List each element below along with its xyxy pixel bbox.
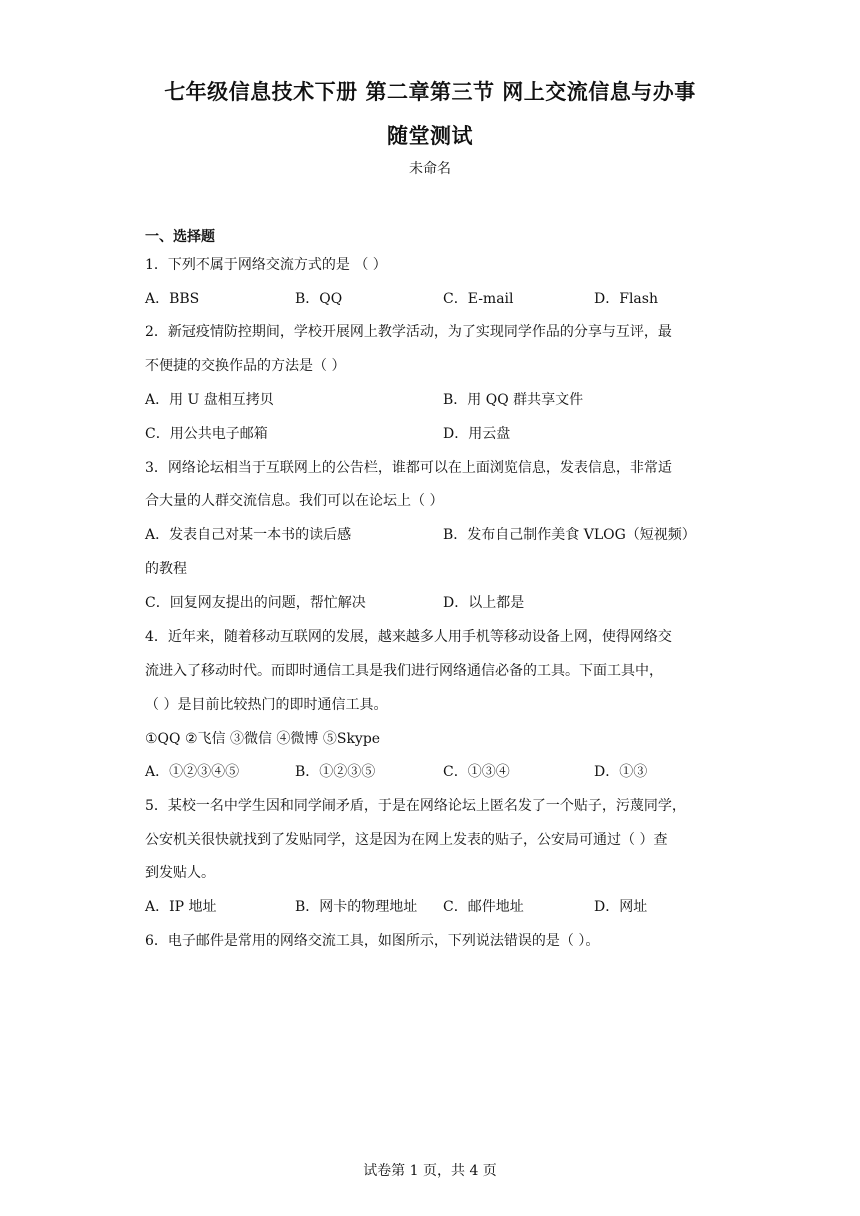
q3-option-d: D．以上都是 [443, 595, 525, 611]
q4-option-b: B．①②③⑤ [295, 764, 376, 780]
q4-option-d: D．①③ [594, 764, 648, 780]
q5-option-c: C．邮件地址 [443, 899, 524, 915]
q5-option-b: B．网卡的物理地址 [295, 899, 418, 915]
question-5-stem-line-3: 到发贴人。 [145, 865, 215, 881]
q1-option-a: A．BBS [145, 291, 200, 307]
page-footer: 试卷第 1 页，共 4 页 [363, 1163, 497, 1179]
q2-option-b: B．用 QQ 群共享文件 [443, 392, 584, 408]
question-5-stem-line-2: 公安机关很快就找到了发贴同学，这是因为在网上发表的贴子，公安局可通过（ ）查 [145, 832, 668, 848]
q1-option-c: C．E-mail [443, 291, 514, 307]
q2-option-d: D．用云盘 [443, 426, 511, 442]
title-line-2: 随堂测试 [387, 124, 473, 148]
title-line-1: 七年级信息技术下册 第二章第三节 网上交流信息与办事 [164, 80, 696, 104]
question-5-stem-line-1: 5．某校一名中学生因和同学闹矛盾，于是在网络论坛上匿名发了一个贴子，污蔑同学， [145, 798, 686, 814]
q5-option-a: A．IP 地址 [145, 899, 217, 915]
q3-option-a: A．发表自己对某一本书的读后感 [145, 527, 352, 543]
q1-option-d: D．Flash [594, 291, 658, 307]
q1-option-b: B．QQ [295, 291, 343, 307]
question-3-stem-line-2: 合大量的人群交流信息。我们可以在论坛上（ ） [145, 493, 444, 509]
q2-option-a: A．用 U 盘相互拷贝 [145, 392, 274, 408]
question-1-stem: 1．下列不属于网络交流方式的是 （ ） [145, 257, 387, 273]
section-heading: 一、选择题 [145, 229, 215, 245]
author: 未命名 [409, 161, 451, 177]
question-4-stem-line-3: （ ）是目前比较热门的即时通信工具。 [145, 697, 388, 713]
q5-option-d: D．网址 [594, 899, 648, 915]
question-4-stem-line-2: 流进入了移动时代。而即时通信工具是我们进行网络通信必备的工具。下面工具中， [145, 663, 663, 679]
question-3-stem-line-1: 3．网络论坛相当于互联网上的公告栏，谁都可以在上面浏览信息，发表信息，非常适 [145, 460, 672, 476]
q4-option-a: A．①②③④⑤ [145, 764, 240, 780]
q3-option-b: B．发布自己制作美食 VLOG（短视频） [443, 527, 696, 543]
question-6-stem: 6．电子邮件是常用的网络交流工具，如图所示，下列说法错误的是（ ）。 [145, 933, 600, 949]
q3-option-b-continued: 的教程 [145, 561, 187, 577]
q3-option-c: C．回复网友提出的问题，帮忙解决 [145, 595, 366, 611]
q2-option-c: C．用公共电子邮箱 [145, 426, 268, 442]
question-4-stem-line-1: 4．近年来，随着移动互联网的发展，越来越多人用手机等移动设备上网，使得网络交 [145, 629, 672, 645]
q4-option-c: C．①③④ [443, 764, 510, 780]
question-2-stem-line-1: 2．新冠疫情防控期间，学校开展网上教学活动，为了实现同学作品的分享与互评，最 [145, 324, 672, 340]
question-2-stem-line-2: 不便捷的交换作品的方法是（ ） [145, 358, 346, 374]
question-4-tool-list: ①QQ ②飞信 ③微信 ④微博 ⑤Skype [145, 731, 381, 747]
